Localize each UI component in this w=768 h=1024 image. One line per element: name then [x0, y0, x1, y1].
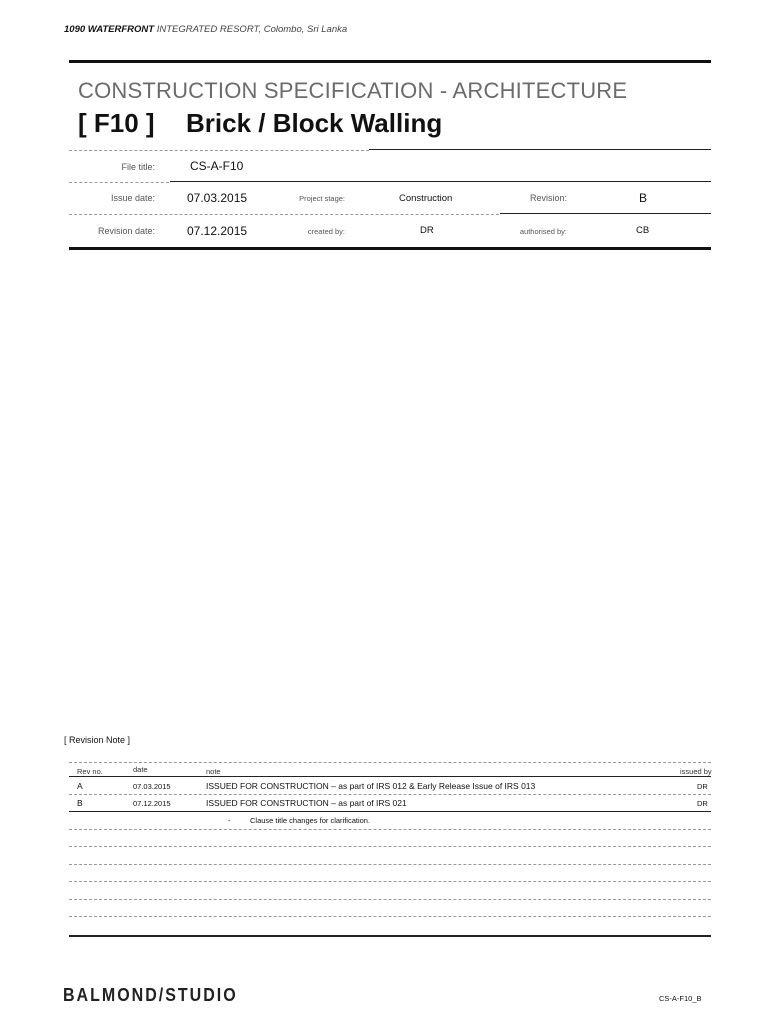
page-code: CS-A-F10_B [659, 994, 702, 1003]
project-location: INTEGRATED RESORT, Colombo, Sri Lanka [154, 24, 348, 35]
col-header-date: date [133, 765, 148, 774]
section-code: [ F10 ] [78, 108, 155, 138]
table-row-divider [69, 811, 711, 812]
table-empty-row-divider [69, 916, 711, 917]
revision-date-value: 07.12.2015 [187, 224, 248, 238]
project-stage-value: Construction [399, 193, 453, 204]
table-empty-row-divider [69, 829, 711, 830]
col-header-issued-by: issued by [680, 767, 712, 776]
authorised-by-label: authorised by: [519, 227, 567, 236]
project-name: 1090 WATERFRONT [64, 24, 155, 35]
project-header [64, 24, 347, 35]
sub-note-bullet: - [228, 816, 231, 825]
company-logo: BALMOND/STUDIO [63, 986, 238, 1006]
file-title-label: File title: [121, 162, 155, 172]
table-row-note: ISSUED FOR CONSTRUCTION – as part of IRS 012 & Early Release Issue of IRS 013 [206, 781, 536, 791]
table-row-rev: B [77, 798, 83, 808]
table-row-date: 07.12.2015 [133, 799, 171, 808]
revision-label: Revision: [529, 193, 567, 203]
table-header-rule [69, 776, 711, 777]
issue-date-value: 07.03.2015 [187, 191, 248, 205]
authorised-by-value: CB [636, 225, 650, 236]
created-by-label: created by: [307, 227, 345, 236]
divider-dashed [69, 150, 369, 151]
divider-solid [500, 213, 711, 214]
table-bottom-rule [69, 935, 711, 937]
title-top-rule [69, 60, 711, 63]
table-row-issued-by: DR [697, 782, 708, 791]
section-title [78, 108, 442, 139]
table-empty-row-divider [69, 864, 711, 865]
divider-solid [369, 149, 711, 150]
table-empty-row-divider [69, 899, 711, 900]
table-row-issued-by: DR [697, 799, 708, 808]
revision-note-title: [ Revision Note ] [64, 735, 131, 745]
spec-heading: CONSTRUCTION SPECIFICATION - ARCHITECTURE [78, 78, 628, 103]
table-row-divider [69, 794, 711, 795]
table-empty-row-divider [69, 846, 711, 847]
project-stage-label: Project stage: [299, 194, 345, 203]
table-row-date: 07.03.2015 [133, 782, 171, 791]
table-row-rev: A [77, 781, 83, 791]
divider-dashed [69, 182, 169, 183]
table-row-note: ISSUED FOR CONSTRUCTION – as part of IRS 021 [206, 798, 407, 808]
table-empty-row-divider [69, 881, 711, 882]
table-top-dashed [69, 762, 711, 763]
title-bottom-rule [69, 247, 711, 250]
created-by-value: DR [420, 225, 434, 236]
issue-date-label: Issue date: [110, 193, 155, 203]
col-header-rev-no: Rev no. [77, 767, 103, 776]
divider-dashed [69, 214, 499, 215]
divider-solid [170, 181, 711, 182]
col-header-note: note [206, 767, 221, 776]
section-name: Brick / Block Walling [186, 108, 443, 138]
sub-note-text: Clause title changes for clarification. [250, 816, 371, 825]
revision-value: B [639, 191, 648, 205]
revision-date-label: Revision date: [97, 226, 155, 236]
file-title-value: CS-A-F10 [190, 159, 244, 173]
